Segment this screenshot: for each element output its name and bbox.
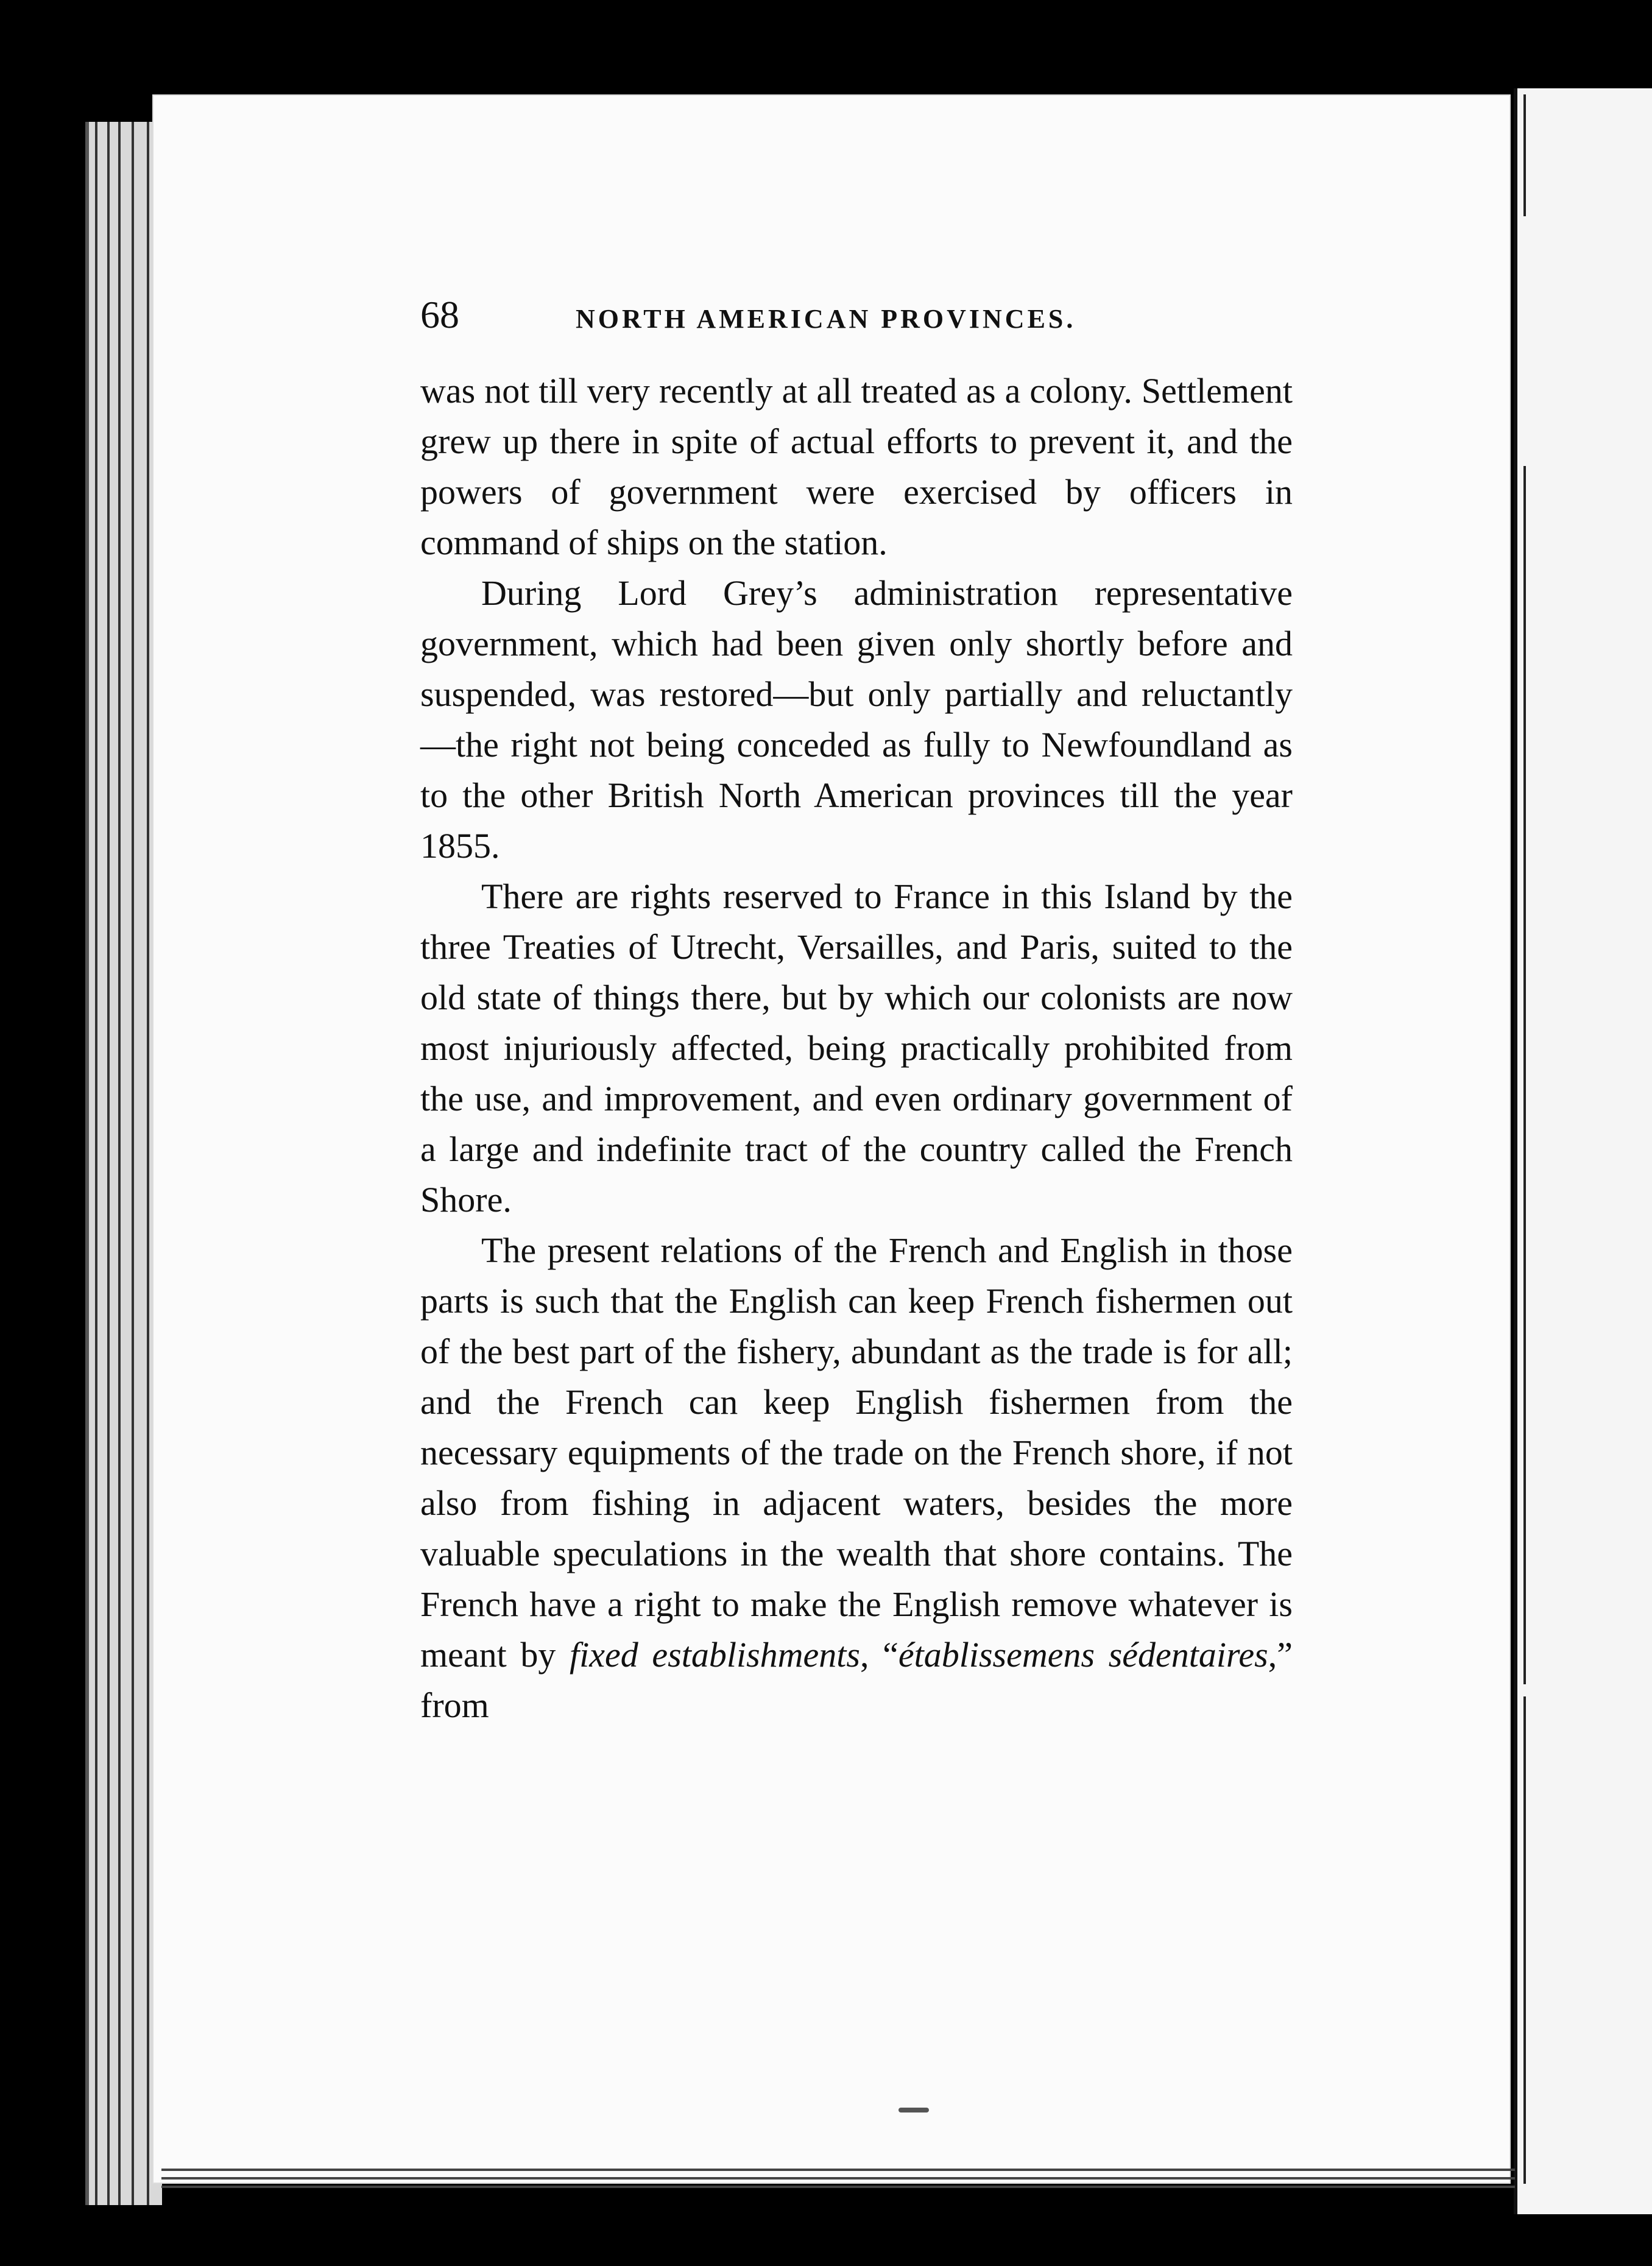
paragraph-4-text-end: ,” from	[420, 1635, 1293, 1725]
page-bottom-edge	[161, 2169, 1515, 2205]
italic-etablissemens-sedentaires: établissemens sédentaires	[898, 1635, 1268, 1675]
book-page-edges	[85, 122, 162, 2205]
page-number: 68	[420, 293, 459, 336]
paragraph-1: was not till very recently at all treated as a colony. Settlement grew up there in spite of actual efforts to prevent it, and the powers of government were exercised by officers in command of ships on the station.	[420, 371, 1293, 562]
facing-page-edge	[1514, 88, 1652, 2214]
paragraph-4	[420, 1225, 1293, 1731]
paragraph-2: During Lord Grey’s administration representative government, which had been given only shortly before and suspended, was restored—but only partially and reluctantly—the right not being conceded as fully to Newfoundland as to the other British North American provinces till the year 1855.	[420, 573, 1293, 866]
running-head	[420, 292, 1316, 341]
ink-smudge	[898, 2108, 929, 2112]
running-title: NORTH AMERICAN PROVINCES.	[576, 304, 1076, 334]
body-text	[420, 365, 1293, 1731]
paragraph-4-text-middle: , “	[860, 1635, 898, 1675]
paragraph-4-text-start: The present relations of the French and English in those parts is such that the English can keep French fishermen out of the best part of the fishery, abundant as the trade is for all; and the French can keep English fishermen from the necessary equipments of the trade on the French shore, if not also from fishing in adjacent waters, besides the more valuable speculations in the wealth that shore contains. The French have a right to make the English remove whatever is meant by	[420, 1230, 1293, 1675]
paragraph-3: There are rights reserved to France in this Island by the three Treaties of Utrecht, Versailles, and Paris, suited to the old state of things there, but by which our colonists are now most injuriously affected, being practically prohibited from the use, and improvement, and even ordinary government of a large and indefinite tract of the country called the French Shore.	[420, 877, 1293, 1219]
italic-fixed-establishments: fixed establishments	[570, 1635, 860, 1675]
